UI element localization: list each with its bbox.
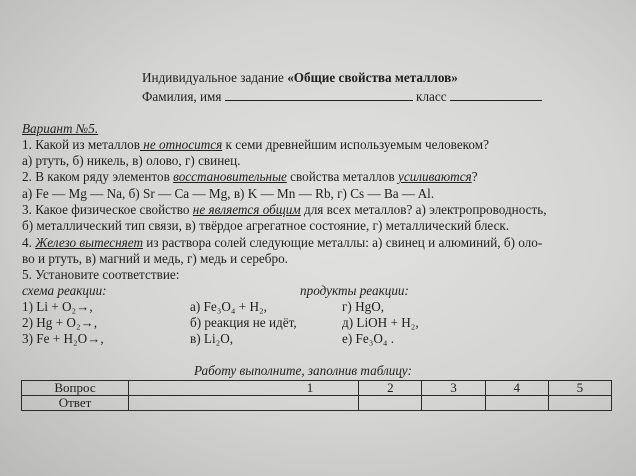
question-number-cell: 3 bbox=[422, 381, 485, 396]
name-blank[interactable] bbox=[225, 89, 413, 101]
answer-cell[interactable] bbox=[359, 396, 422, 411]
q2-text-a: 2. В каком ряду элементов bbox=[22, 169, 174, 184]
question-number-cell: 4 bbox=[485, 381, 548, 396]
scheme-item: 2) Hg + O₂→, bbox=[22, 315, 98, 330]
question-1 bbox=[22, 137, 489, 153]
table-row bbox=[22, 381, 612, 396]
scheme-header: схема реакции: bbox=[22, 283, 107, 298]
row-label-question: Вопрос bbox=[22, 381, 129, 396]
q1-emphasis: не относится bbox=[140, 137, 223, 152]
name-label: Фамилия, имя bbox=[142, 89, 222, 104]
scheme-item: 3) Fe + H₂O→, bbox=[22, 331, 104, 346]
product-item: а) Fe₃O₄ + H₂, bbox=[190, 299, 267, 314]
answer-cell[interactable] bbox=[548, 396, 611, 411]
question-1-options: а) ртуть, б) никель, в) олово, г) свинец. bbox=[22, 153, 241, 168]
q3-text-a: 3. Какое физическое свойство bbox=[22, 202, 193, 217]
answer-cell[interactable] bbox=[422, 396, 485, 411]
question-2 bbox=[22, 169, 478, 185]
row-label-answer: Ответ bbox=[22, 396, 129, 411]
product-item: г) HgO, bbox=[342, 299, 385, 314]
table-row bbox=[22, 396, 612, 411]
q2-emphasis-1: восстановительные bbox=[173, 169, 287, 184]
title-topic: «Общие свойства металлов» bbox=[287, 70, 458, 85]
products-header: продукты реакции: bbox=[300, 283, 409, 298]
q2-text-c: свойства металлов bbox=[286, 169, 398, 184]
question-4-line-2: во и ртуть, в) магний и медь, г) медь и серебро. bbox=[22, 251, 288, 266]
question-number-cell: 1 bbox=[129, 381, 359, 396]
table-caption: Работу выполните, заполнив таблицу: bbox=[194, 363, 412, 378]
q2-emphasis-2: усиливаются bbox=[398, 169, 472, 184]
question-5-title: 5. Установите соответствие: bbox=[22, 267, 180, 282]
answer-cell[interactable] bbox=[129, 396, 359, 411]
q1-text-c: к семи древнейшим используемым человеком? bbox=[222, 137, 489, 152]
scheme-item: 1) Li + O₂→, bbox=[22, 299, 93, 314]
assignment-title bbox=[142, 70, 458, 86]
q4-text-a: 4. bbox=[22, 235, 36, 250]
q3-text-c: для всех металлов? а) электропроводность, bbox=[300, 202, 547, 217]
answer-table bbox=[21, 380, 612, 411]
variant-label: Вариант №5. bbox=[22, 121, 99, 136]
product-item: б) реакция не идёт, bbox=[190, 315, 297, 330]
class-blank[interactable] bbox=[450, 89, 542, 101]
q1-text-a: 1. Какой из металлов bbox=[22, 137, 140, 152]
question-3-line-2: б) металлический тип связи, в) твёрдое агрегатное состояние, г) металлический блеск. bbox=[22, 218, 510, 233]
product-item: в) Li₂O, bbox=[190, 331, 234, 346]
question-number-cell: 5 bbox=[548, 381, 611, 396]
name-line bbox=[142, 89, 542, 105]
title-prefix: Индивидуальное задание bbox=[142, 70, 288, 85]
question-4 bbox=[22, 235, 542, 251]
q2-text-e: ? bbox=[471, 169, 478, 184]
q4-emphasis: Железо вытесняет bbox=[35, 235, 143, 250]
class-label: класс bbox=[416, 89, 447, 104]
question-3 bbox=[22, 202, 547, 218]
answer-cell[interactable] bbox=[485, 396, 548, 411]
q4-text-c: из раствора солей следующие металлы: а) свинец и алюминий, б) оло- bbox=[143, 235, 543, 250]
product-item: д) LiOH + H₂, bbox=[342, 315, 419, 330]
product-item: е) Fe₃O₄ . bbox=[342, 331, 395, 346]
question-number-cell: 2 bbox=[359, 381, 422, 396]
question-2-options: а) Fe — Mg — Na, б) Sr — Ca — Mg, в) K — Mn — Rb, г) Cs — Ba — Al. bbox=[22, 186, 435, 201]
q3-emphasis: не является общим bbox=[192, 202, 301, 217]
